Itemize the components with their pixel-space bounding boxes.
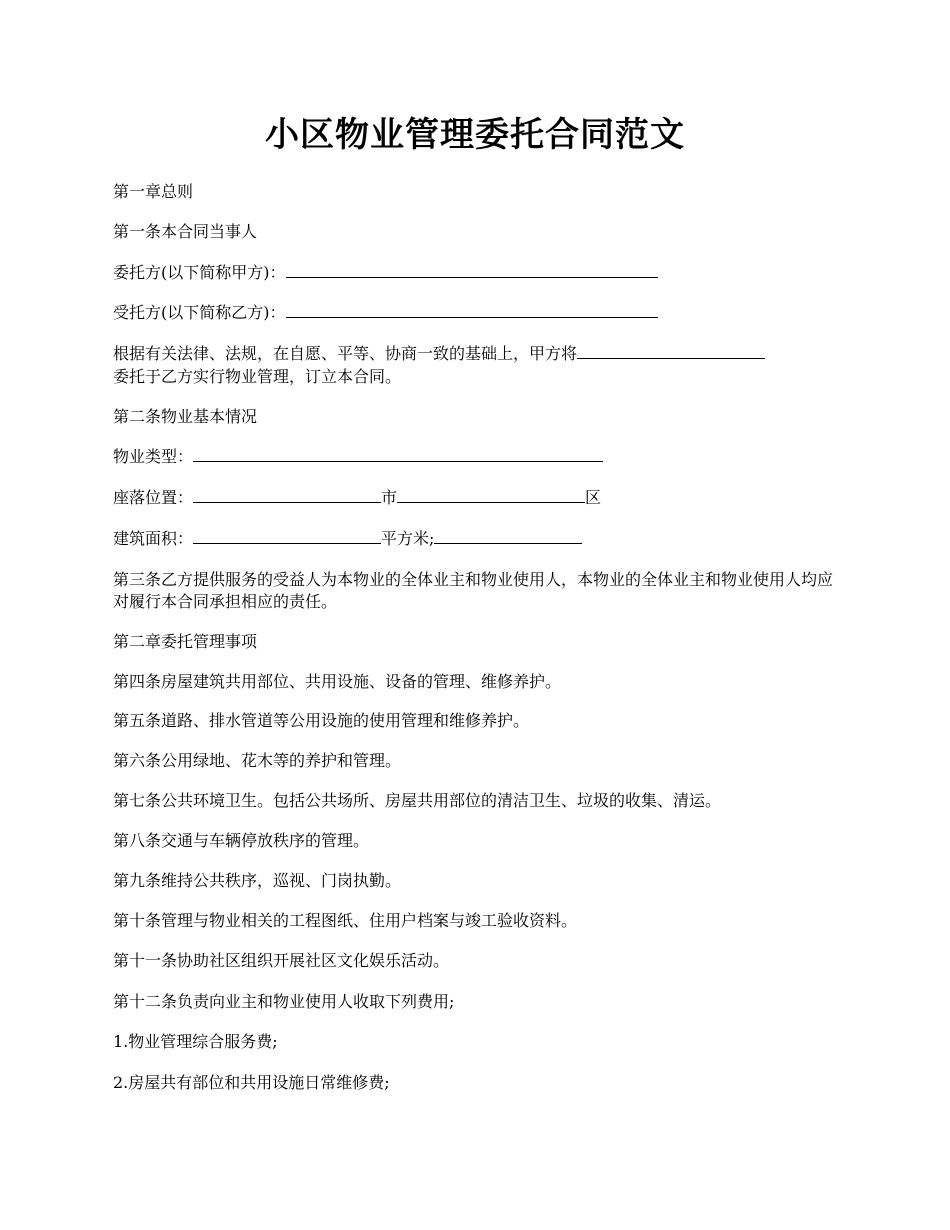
document-title: 小区物业管理委托合同范文: [265, 115, 685, 155]
location-city-blank: [193, 487, 381, 503]
party-a-line: [113, 262, 841, 284]
article-7: 第七条公共环境卫生。包括公共场所、房屋共用部位的清洁卫生、垃圾的收集、清运。: [113, 791, 722, 810]
location-label: 座落位置：: [113, 488, 194, 507]
party-a-blank: [286, 262, 658, 278]
intro-blank: [577, 343, 765, 359]
article-8: 第八条交通与车辆停放秩序的管理。: [113, 831, 370, 850]
party-b-line: [113, 302, 841, 324]
article-11: 第十一条协助社区组织开展社区文化娱乐活动。: [113, 951, 450, 970]
location-district-blank: [397, 487, 585, 503]
area-label: 建筑面积：: [113, 529, 194, 548]
article-4: 第四条房屋建筑共用部位、共用设施、设备的管理、维修养护。: [113, 672, 562, 691]
article-5: 第五条道路、排水管道等公用设施的使用管理和维修养护。: [113, 711, 530, 730]
area-unit: 平方米;: [381, 529, 435, 548]
fee-item-1: 1.物业管理综合服务费;: [113, 1032, 278, 1051]
article-3: 第三条乙方提供服务的受益人为本物业的全体业主和物业使用人，本物业的全体业主和物业使用人均应对履行本合同承担相应的责任。: [113, 570, 834, 611]
area-blank: [193, 528, 381, 544]
location-city-label: 市: [381, 488, 398, 507]
party-b-label: 受托方(以下简称乙方)：: [113, 303, 286, 322]
chapter-1-heading: 第一章总则: [113, 182, 194, 201]
party-a-label: 委托方(以下简称甲方)：: [113, 263, 286, 282]
article-10: 第十条管理与物业相关的工程图纸、住用户档案与竣工验收资料。: [113, 911, 578, 930]
intro-line-1: [113, 343, 841, 365]
property-type-line: [113, 446, 841, 468]
article-1: 第一条本合同当事人: [113, 222, 258, 241]
chapter-2-heading: 第二章委托管理事项: [113, 632, 258, 651]
intro-text-1: 根据有关法律、法规，在自愿、平等、协商一致的基础上，甲方将: [113, 344, 578, 363]
location-line: [113, 487, 841, 509]
area-line: [113, 528, 841, 550]
article-9: 第九条维持公共秩序，巡视、门岗执勤。: [113, 871, 402, 890]
party-b-blank: [286, 302, 658, 318]
area-extra-blank: [434, 528, 582, 544]
intro-line-2: 委托于乙方实行物业管理，订立本合同。: [113, 367, 402, 386]
article-2: 第二条物业基本情况: [113, 407, 258, 426]
fee-item-2: 2.房屋共有部位和共用设施日常维修费;: [113, 1073, 390, 1092]
article-6: 第六条公用绿地、花木等的养护和管理。: [113, 751, 402, 770]
location-district-label: 区: [585, 488, 602, 507]
property-type-blank: [193, 446, 603, 462]
property-type-label: 物业类型：: [113, 447, 194, 466]
article-12: 第十二条负责向业主和物业使用人收取下列费用;: [113, 992, 455, 1011]
